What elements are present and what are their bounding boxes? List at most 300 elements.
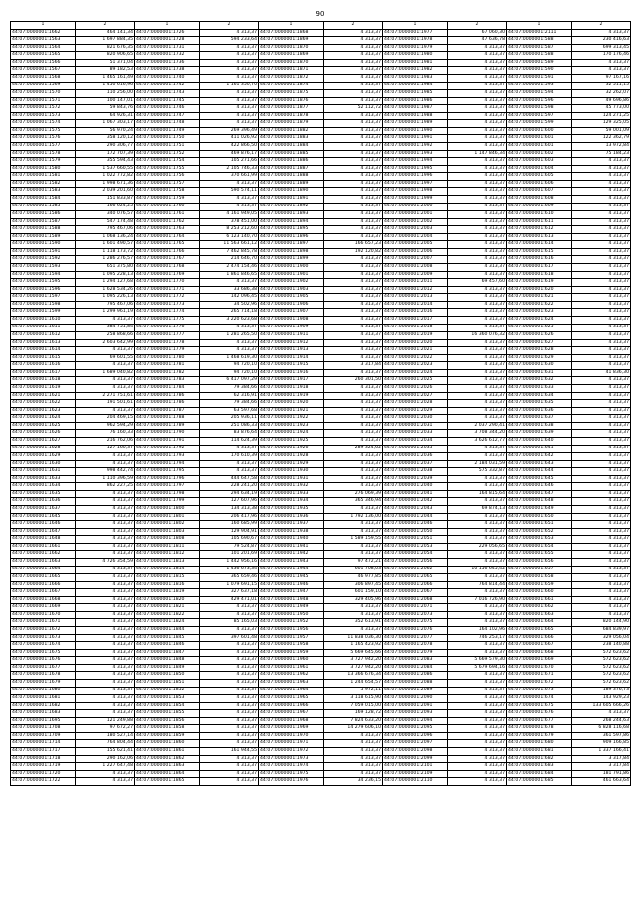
cadastral-number-cell: 44:07:0000001:660 — [507, 589, 572, 597]
table-row — [11, 513, 631, 521]
cadastral-value-cell: 1 244 654,57 — [324, 679, 383, 687]
cadastral-number-cell: 44:07:0000001:1956 — [259, 627, 324, 635]
cadastral-number-cell: 44:07:0000001:1923 — [259, 422, 324, 430]
cadastral-value-cell: 4 313,37 — [448, 180, 507, 188]
cadastral-number-cell: 44:07:0000001:1911 — [259, 332, 324, 340]
cadastral-number-cell: 44:07:0000001:649 — [507, 506, 572, 514]
cadastral-value-cell: 4 313,37 — [324, 233, 383, 241]
cadastral-number-cell: 44:07:0000001:1719 — [11, 763, 76, 771]
cadastral-number-cell: 44:07:0000001:1581 — [11, 173, 76, 181]
cadastral-value-cell: 4 313,37 — [572, 241, 631, 249]
table-row — [11, 475, 631, 483]
cadastral-value-cell: 4 313,37 — [448, 165, 507, 173]
cadastral-number-cell: 44:07:0000001:1933 — [259, 490, 324, 498]
cadastral-number-cell: 44:07:0000001:1847 — [135, 649, 200, 657]
cadastral-number-cell: 44:07:0000001:2012 — [383, 286, 448, 294]
cadastral-number-cell: 44:07:0000001:1732 — [135, 52, 200, 60]
cadastral-value-cell: 397 601,48 — [200, 634, 259, 642]
cadastral-value-cell: 4 313,37 — [572, 226, 631, 234]
cadastral-value-cell: 461 663,64 — [572, 778, 631, 786]
cadastral-number-cell: 44:07:0000001:1856 — [135, 717, 200, 725]
cadastral-value-cell: 746 253,17 — [448, 634, 507, 642]
cadastral-value-cell: 4 313,37 — [200, 687, 259, 695]
cadastral-number-cell: 44:07:0000001:1979 — [383, 44, 448, 52]
cadastral-number-cell: 44:07:0000001:1648 — [11, 536, 76, 544]
cadastral-number-cell: 44:07:0000001:1962 — [259, 672, 324, 680]
cadastral-number-cell: 44:07:0000001:2046 — [383, 521, 448, 529]
cadastral-value-cell: 4 313,37 — [76, 611, 135, 619]
table-row — [11, 551, 631, 559]
cadastral-value-cell: 4 313,37 — [76, 604, 135, 612]
cadastral-value-cell: 601 159,10 — [324, 589, 383, 597]
cadastral-number-cell: 44:07:0000001:2018 — [383, 324, 448, 332]
cadastral-value-cell: 4 313,37 — [572, 347, 631, 355]
cadastral-number-cell: 44:07:0000001:1972 — [259, 748, 324, 756]
cadastral-number-cell: 44:07:0000001:2033 — [383, 430, 448, 438]
cadastral-value-cell: 4 313,37 — [572, 521, 631, 529]
cadastral-value-cell: 651 375,80 — [76, 264, 135, 272]
cadastral-value-cell: 4 313,37 — [448, 672, 507, 680]
cadastral-number-cell: 44:07:0000001:647 — [507, 490, 572, 498]
cadastral-value-cell: 4 313,37 — [572, 59, 631, 67]
cadastral-number-cell: 44:07:0000001:2053 — [383, 543, 448, 551]
cadastral-number-cell: 44:07:0000001:2026 — [383, 385, 448, 393]
cadastral-value-cell: 4 313,37 — [448, 385, 507, 393]
cadastral-value-cell: 4 313,37 — [324, 150, 383, 158]
cadastral-value-cell: 143 929,23 — [572, 695, 631, 703]
cadastral-value-cell: 4 313,37 — [324, 483, 383, 491]
cadastral-value-cell: 1 068 136,24 — [76, 233, 135, 241]
cadastral-value-cell: 3 118 615,90 — [324, 695, 383, 703]
table-row — [11, 180, 631, 188]
cadastral-number-cell: 44:07:0000001:1631 — [11, 468, 76, 476]
table-row — [11, 521, 631, 529]
cadastral-value-cell: 4 313,37 — [76, 566, 135, 574]
cadastral-number-cell: 44:07:0000001:2050 — [383, 528, 448, 536]
cadastral-number-cell: 44:07:0000001:631 — [507, 369, 572, 377]
cadastral-number-cell: 44:07:0000001:612 — [507, 226, 572, 234]
cadastral-number-cell: 44:07:0000001:1746 — [135, 105, 200, 113]
cadastral-number-cell: 44:07:0000001:2013 — [383, 294, 448, 302]
cadastral-value-cell: 4 313,37 — [76, 770, 135, 778]
cadastral-value-cell: 6 123 140,70 — [200, 233, 259, 241]
cadastral-number-cell: 44:07:0000001:1948 — [259, 596, 324, 604]
cadastral-value-cell: 4 313,37 — [448, 195, 507, 203]
cadastral-value-cell: 251 086,33 — [200, 422, 259, 430]
table-row — [11, 82, 631, 90]
cadastral-value-cell: 4 313,37 — [572, 400, 631, 408]
cadastral-value-cell: 4 313,37 — [324, 468, 383, 476]
cadastral-value-cell: 4 313,37 — [448, 407, 507, 415]
cadastral-value-cell: 4 313,37 — [324, 392, 383, 400]
cadastral-value-cell: 4 313,37 — [76, 642, 135, 650]
cadastral-value-cell: 4 313,37 — [324, 627, 383, 635]
table-row — [11, 543, 631, 551]
cadastral-value-cell: 5 669 579,30 — [448, 657, 507, 665]
cadastral-value-cell: 4 313,37 — [200, 347, 259, 355]
cadastral-value-cell: 4 313,37 — [200, 679, 259, 687]
table-row — [11, 37, 631, 45]
cadastral-number-cell: 44:07:0000001:1760 — [135, 203, 200, 211]
cadastral-value-cell: 4 313,37 — [572, 498, 631, 506]
table-row — [11, 528, 631, 536]
cadastral-value-cell: 166 657,23 — [324, 241, 383, 249]
cadastral-number-cell: 44:07:0000001:1902 — [259, 279, 324, 287]
cadastral-number-cell: 44:07:0000001:1816 — [135, 581, 200, 589]
cadastral-value-cell: 4 313,37 — [572, 551, 631, 559]
cadastral-value-cell: 1 589 159,55 — [324, 536, 383, 544]
table-row — [11, 695, 631, 703]
cadastral-value-cell: 4 313,37 — [572, 218, 631, 226]
cadastral-number-cell: 44:07:0000001:1633 — [11, 475, 76, 483]
cadastral-number-cell: 44:07:0000001:1890 — [259, 188, 324, 196]
cadastral-number-cell: 44:07:0000001:588 — [507, 37, 572, 45]
cadastral-value-cell: 89 182,53 — [76, 67, 135, 75]
cadastral-number-cell: 44:07:0000001:2056 — [383, 558, 448, 566]
cadastral-value-cell: 4 313,37 — [200, 732, 259, 740]
cadastral-value-cell: 909 166,85 — [572, 740, 631, 748]
table-row — [11, 710, 631, 718]
cadastral-value-cell: 4 313,37 — [200, 279, 259, 287]
cadastral-number-cell: 44:07:0000001:1869 — [259, 37, 324, 45]
cadastral-number-cell: 44:07:0000001:1800 — [135, 506, 200, 514]
cadastral-number-cell: 44:07:0000001:1610 — [11, 316, 76, 324]
cadastral-number-cell: 44:07:0000001:2051 — [383, 536, 448, 544]
table-row — [11, 218, 631, 226]
cadastral-value-cell: 4 313,37 — [448, 377, 507, 385]
cadastral-value-cell: 161 944,55 — [200, 748, 259, 756]
cadastral-value-cell: 269 396,49 — [200, 127, 259, 135]
cadastral-number-cell: 44:07:0000001:1928 — [259, 453, 324, 461]
cadastral-number-cell: 44:07:0000001:1919 — [259, 392, 324, 400]
cadastral-number-cell: 44:07:0000001:2040 — [383, 483, 448, 491]
cadastral-number-cell: 44:07:0000001:1630 — [11, 460, 76, 468]
cadastral-value-cell: 4 313,37 — [448, 44, 507, 52]
cadastral-value-cell: 4 313,37 — [76, 362, 135, 370]
cadastral-number-cell: 44:07:0000001:1614 — [11, 347, 76, 355]
cadastral-number-cell: 44:07:0000001:617 — [507, 264, 572, 272]
cadastral-value-cell: 4 313,37 — [200, 105, 259, 113]
table-row — [11, 279, 631, 287]
cadastral-value-cell: 51 371,04 — [76, 59, 135, 67]
cadastral-number-cell: 44:07:0000001:2089 — [383, 687, 448, 695]
cadastral-value-cell: 4 313,37 — [448, 513, 507, 521]
cadastral-number-cell: 44:07:0000001:1569 — [11, 82, 76, 90]
cadastral-value-cell: 4 313,37 — [324, 52, 383, 60]
cadastral-number-cell: 44:07:0000001:1963 — [259, 679, 324, 687]
cadastral-number-cell: 44:07:0000001:1583 — [11, 188, 76, 196]
cadastral-number-cell: 44:07:0000001:2038 — [383, 468, 448, 476]
cadastral-number-cell: 44:07:0000001:1573 — [11, 112, 76, 120]
cadastral-value-cell: 795 467,06 — [76, 226, 135, 234]
cadastral-value-cell: 4 313,37 — [448, 120, 507, 128]
cadastral-value-cell: 306 897,45 — [324, 581, 383, 589]
cadastral-number-cell: 44:07:0000001:1784 — [135, 385, 200, 393]
table-row — [11, 316, 631, 324]
cadastral-value-cell: 228 241,20 — [200, 483, 259, 491]
cadastral-value-cell: 41 836,30 — [572, 369, 631, 377]
cadastral-number-cell: 44:07:0000001:1906 — [259, 301, 324, 309]
cadastral-value-cell: 4 313,37 — [200, 611, 259, 619]
column-header: 1 — [507, 22, 572, 30]
cadastral-number-cell: 44:07:0000001:628 — [507, 347, 572, 355]
cadastral-number-cell: 44:07:0000001:1798 — [135, 490, 200, 498]
cadastral-number-cell: 44:07:0000001:656 — [507, 558, 572, 566]
cadastral-value-cell: 4 313,37 — [324, 301, 383, 309]
table-row — [11, 611, 631, 619]
cadastral-number-cell: 44:07:0000001:1917 — [259, 377, 324, 385]
cadastral-value-cell: 290 162,06 — [76, 755, 135, 763]
cadastral-value-cell: 180 527,14 — [76, 732, 135, 740]
cadastral-number-cell: 44:07:0000001:1763 — [135, 226, 200, 234]
cadastral-value-cell: 601 708,03 — [324, 566, 383, 574]
cadastral-number-cell: 44:07:0000001:1998 — [383, 188, 448, 196]
cadastral-number-cell: 44:07:0000001:1595 — [11, 279, 76, 287]
cadastral-value-cell: 4 313,37 — [200, 770, 259, 778]
cadastral-value-cell: 4 313,37 — [324, 453, 383, 461]
cadastral-number-cell: 44:07:0000001:2094 — [383, 717, 448, 725]
cadastral-number-cell: 44:07:0000001:1871 — [259, 67, 324, 75]
cadastral-value-cell: 205 936,11 — [200, 415, 259, 423]
cadastral-number-cell: 44:07:0000001:594 — [507, 90, 572, 98]
cadastral-value-cell: 4 313,37 — [324, 422, 383, 430]
cadastral-number-cell: 44:07:0000001:2073 — [383, 611, 448, 619]
table-row — [11, 294, 631, 302]
table-row — [11, 97, 631, 105]
cadastral-number-cell: 44:07:0000001:1975 — [259, 770, 324, 778]
cadastral-number-cell: 44:07:0000001:633 — [507, 385, 572, 393]
cadastral-value-cell: 1 281 265,50 — [200, 332, 259, 340]
cadastral-number-cell: 44:07:0000001:1887 — [259, 165, 324, 173]
cadastral-value-cell: 4 313,37 — [200, 97, 259, 105]
table-row — [11, 309, 631, 317]
cadastral-number-cell: 44:07:0000001:626 — [507, 332, 572, 340]
cadastral-number-cell: 44:07:0000001:2011 — [383, 279, 448, 287]
cadastral-number-cell: 44:07:0000001:1909 — [259, 324, 324, 332]
cadastral-number-cell: 44:07:0000001:1912 — [259, 339, 324, 347]
cadastral-value-cell: 4 313,37 — [572, 339, 631, 347]
cadastral-number-cell: 44:07:0000001:1848 — [135, 657, 200, 665]
cadastral-value-cell: 4 313,37 — [448, 475, 507, 483]
cadastral-value-cell: 100 147,01 — [76, 97, 135, 105]
cadastral-number-cell: 44:07:0000001:1822 — [135, 611, 200, 619]
cadastral-number-cell: 44:07:0000001:1756 — [135, 173, 200, 181]
cadastral-value-cell: 4 313,37 — [76, 649, 135, 657]
cadastral-value-cell: 4 313,37 — [200, 112, 259, 120]
cadastral-value-cell: 69 457,60 — [448, 279, 507, 287]
cadastral-number-cell: 44:07:0000001:1747 — [135, 112, 200, 120]
cadastral-value-cell: 229 056,65 — [448, 543, 507, 551]
cadastral-number-cell: 44:07:0000001:632 — [507, 377, 572, 385]
table-row — [11, 211, 631, 219]
cadastral-number-cell: 44:07:0000001:1855 — [135, 710, 200, 718]
table-row — [11, 150, 631, 158]
cadastral-value-cell: 7 016 726,90 — [448, 596, 507, 604]
cadastral-number-cell: 44:07:0000001:1865 — [135, 778, 200, 786]
cadastral-number-cell: 44:07:0000001:1942 — [259, 551, 324, 559]
cadastral-value-cell: 59 001,09 — [572, 127, 631, 135]
cadastral-value-cell: 4 313,37 — [448, 755, 507, 763]
cadastral-number-cell: 44:07:0000001:2002 — [383, 218, 448, 226]
cadastral-value-cell: 4 313,37 — [448, 778, 507, 786]
cadastral-number-cell: 44:07:0000001:1921 — [259, 407, 324, 415]
cadastral-number-cell: 44:07:0000001:638 — [507, 422, 572, 430]
cadastral-number-cell: 44:07:0000001:611 — [507, 218, 572, 226]
cadastral-value-cell: 94 720,10 — [200, 362, 259, 370]
cadastral-value-cell: 52 112,72 — [324, 105, 383, 113]
cadastral-number-cell: 44:07:0000001:1854 — [135, 702, 200, 710]
cadastral-number-cell: 44:07:0000001:652 — [507, 528, 572, 536]
cadastral-number-cell: 44:07:0000001:588 — [507, 52, 572, 60]
cadastral-number-cell: 44:07:0000001:2077 — [383, 634, 448, 642]
cadastral-value-cell: 97 472,21 — [324, 558, 383, 566]
cadastral-value-cell: 4 313,37 — [76, 574, 135, 582]
cadastral-value-cell: 4 313,37 — [572, 596, 631, 604]
cadastral-number-cell: 44:07:0000001:1846 — [135, 642, 200, 650]
cadastral-number-cell: 44:07:0000001:1717 — [11, 748, 76, 756]
cadastral-number-cell: 44:07:0000001:1853 — [135, 695, 200, 703]
cadastral-value-cell: 4 313,37 — [324, 82, 383, 90]
cadastral-number-cell: 44:07:0000001:600 — [507, 127, 572, 135]
table-row — [11, 226, 631, 234]
cadastral-number-cell: 44:07:0000001:1918 — [259, 385, 324, 393]
cadastral-value-cell: 4 313,37 — [76, 385, 135, 393]
cadastral-number-cell: 44:07:0000001:1792 — [135, 445, 200, 453]
table-row — [11, 67, 631, 75]
cadastral-number-cell: 44:07:0000001:1995 — [383, 165, 448, 173]
cadastral-value-cell: 1 861 846,65 — [200, 271, 259, 279]
cadastral-value-cell: 4 313,37 — [324, 286, 383, 294]
cadastral-number-cell: 44:07:0000001:1563 — [11, 37, 76, 45]
cadastral-number-cell: 44:07:0000001:1940 — [259, 536, 324, 544]
cadastral-value-cell: 4 313,37 — [324, 385, 383, 393]
cadastral-value-cell: 4 313,37 — [76, 528, 135, 536]
cadastral-value-cell: 4 313,37 — [572, 710, 631, 718]
cadastral-value-cell: 216 762,06 — [76, 437, 135, 445]
cadastral-value-cell: 764 814,44 — [448, 581, 507, 589]
cadastral-value-cell: 4 313,37 — [448, 695, 507, 703]
cadastral-value-cell: 4 313,37 — [448, 59, 507, 67]
cadastral-number-cell: 44:07:0000001:604 — [507, 165, 572, 173]
cadastral-value-cell: 4 313,37 — [200, 672, 259, 680]
table-row — [11, 385, 631, 393]
cadastral-number-cell: 44:07:0000001:1984 — [383, 82, 448, 90]
cadastral-number-cell: 44:07:0000001:1618 — [11, 377, 76, 385]
table-row — [11, 506, 631, 514]
cadastral-number-cell: 44:07:0000001:1588 — [11, 226, 76, 234]
cadastral-value-cell: 4 313,37 — [448, 105, 507, 113]
cadastral-number-cell: 44:07:0000001:2095 — [383, 725, 448, 733]
cadastral-number-cell: 44:07:0000001:1772 — [135, 294, 200, 302]
cadastral-value-cell: 1 537 660,55 — [76, 165, 135, 173]
cadastral-number-cell: 44:07:0000001:1905 — [259, 294, 324, 302]
cadastral-value-cell: 2 474 154,46 — [200, 264, 259, 272]
cadastral-number-cell: 44:07:0000001:1892 — [259, 203, 324, 211]
cadastral-number-cell: 44:07:0000001:1774 — [135, 309, 200, 317]
cadastral-value-cell: 572 623,62 — [572, 679, 631, 687]
cadastral-value-cell: 4 313,37 — [448, 453, 507, 461]
cadastral-number-cell: 44:07:0000001:590 — [507, 67, 572, 75]
cadastral-number-cell: 44:07:0000001:1742 — [135, 82, 200, 90]
cadastral-number-cell: 44:07:0000001:1743 — [135, 90, 200, 98]
table-row — [11, 460, 631, 468]
cadastral-number-cell: 44:07:0000001:589 — [507, 59, 572, 67]
cadastral-value-cell: 4 313,37 — [572, 362, 631, 370]
cadastral-number-cell: 44:07:0000001:666 — [507, 634, 572, 642]
cadastral-number-cell: 44:07:0000001:2031 — [383, 422, 448, 430]
cadastral-value-cell: 4 313,37 — [572, 271, 631, 279]
cadastral-number-cell: 44:07:0000001:1889 — [259, 180, 324, 188]
cadastral-value-cell: 4 313,37 — [76, 536, 135, 544]
table-row — [11, 264, 631, 272]
cadastral-value-cell: 192 120,82 — [324, 248, 383, 256]
cadastral-number-cell: 44:07:0000001:1757 — [135, 180, 200, 188]
cadastral-number-cell: 44:07:0000001:661 — [507, 596, 572, 604]
cadastral-number-cell: 44:07:0000001:1589 — [11, 233, 76, 241]
cadastral-number-cell: 44:07:0000001:2005 — [383, 241, 448, 249]
cadastral-number-cell: 44:07:0000001:2035 — [383, 445, 448, 453]
cadastral-value-cell: 4 313,37 — [200, 120, 259, 128]
cadastral-value-cell: 4 313,37 — [572, 324, 631, 332]
cadastral-number-cell: 44:07:0000001:625 — [507, 324, 572, 332]
cadastral-value-cell: 4 313,37 — [572, 158, 631, 166]
cadastral-value-cell: 134 313,38 — [200, 506, 259, 514]
cadastral-value-cell: 4 313,37 — [76, 619, 135, 627]
cadastral-value-cell: 4 313,37 — [324, 400, 383, 408]
cadastral-number-cell: 44:07:0000001:1845 — [135, 634, 200, 642]
cadastral-value-cell: 4 313,37 — [200, 203, 259, 211]
cadastral-number-cell: 44:07:0000001:622 — [507, 301, 572, 309]
cadastral-value-cell: 97 167,16 — [572, 74, 631, 82]
cadastral-value-cell: 4 313,37 — [324, 67, 383, 75]
table-row — [11, 657, 631, 665]
cadastral-value-cell: 79 384,66 — [200, 385, 259, 393]
cadastral-value-cell: 4 313,37 — [76, 596, 135, 604]
cadastral-number-cell: 44:07:0000001:1863 — [135, 763, 200, 771]
cadastral-value-cell: 6 828 116,68 — [572, 725, 631, 733]
cadastral-value-cell: 4 313,37 — [572, 468, 631, 476]
cadastral-value-cell: 4 313,37 — [448, 52, 507, 60]
cadastral-value-cell: 3 727 942,20 — [324, 664, 383, 672]
cadastral-value-cell: 4 313,37 — [448, 392, 507, 400]
cadastral-value-cell: 4 313,37 — [572, 513, 631, 521]
cadastral-number-cell: 44:07:0000001:2004 — [383, 233, 448, 241]
cadastral-number-cell: 44:07:0000001:1878 — [259, 112, 324, 120]
cadastral-number-cell: 44:07:0000001:624 — [507, 316, 572, 324]
cadastral-value-cell: 206 417,96 — [200, 513, 259, 521]
cadastral-number-cell: 44:07:0000001:1916 — [259, 369, 324, 377]
cadastral-value-cell: 3 317,84 — [324, 362, 383, 370]
cadastral-number-cell: 44:07:0000001:1824 — [135, 619, 200, 627]
cadastral-number-cell: 44:07:0000001:1968 — [259, 717, 324, 725]
cadastral-number-cell: 44:07:0000001:630 — [507, 362, 572, 370]
cadastral-number-cell: 44:07:0000001:663 — [507, 611, 572, 619]
cadastral-number-cell: 44:07:0000001:1949 — [259, 604, 324, 612]
cadastral-number-cell: 44:07:0000001:614 — [507, 241, 572, 249]
cadastral-number-cell: 44:07:0000001:1966 — [259, 702, 324, 710]
column-header: 2 — [572, 22, 631, 30]
cadastral-value-cell: 4 313,37 — [200, 324, 259, 332]
cadastral-value-cell: 4 313,37 — [200, 445, 259, 453]
cadastral-value-cell: 13 972,84 — [572, 143, 631, 151]
cadastral-value-cell: 4 313,37 — [572, 422, 631, 430]
cadastral-number-cell: 44:07:0000001:1973 — [259, 755, 324, 763]
cadastral-number-cell: 44:07:0000001:667 — [507, 642, 572, 650]
table-row — [11, 29, 631, 37]
cadastral-value-cell: 160 685,99 — [200, 521, 259, 529]
cadastral-value-cell: 4 313,37 — [448, 286, 507, 294]
cadastral-number-cell: 44:07:0000001:1931 — [259, 475, 324, 483]
